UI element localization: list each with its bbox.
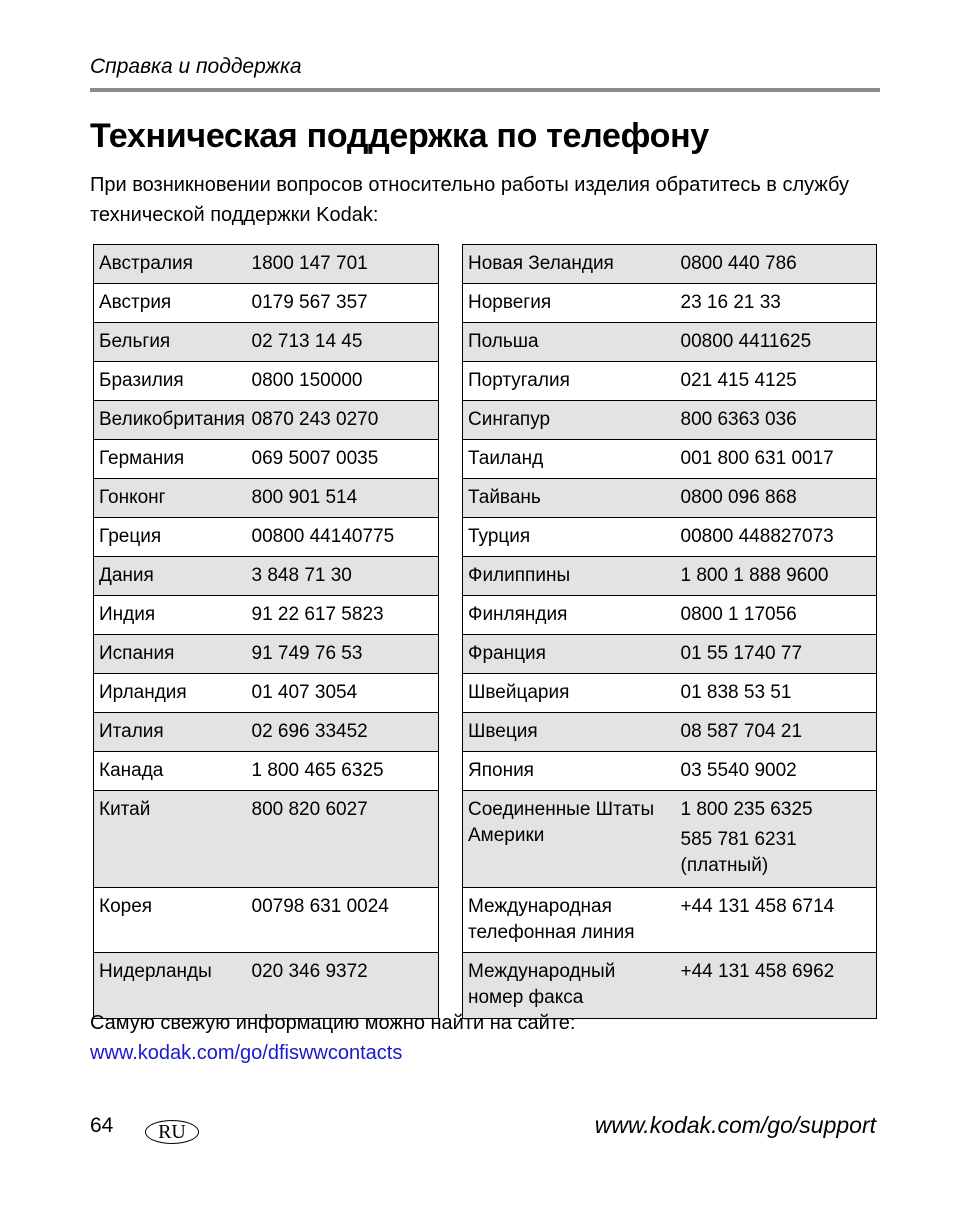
phone-number: 00798 631 0024: [247, 888, 439, 953]
table-row: [463, 596, 877, 635]
country-name: Филиппины: [463, 557, 676, 596]
intro-text: При возникновении вопросов относительно работы изделия обратитесь в службу технической поддержки Kodak:: [90, 174, 850, 226]
phone-number: 0870 243 0270: [247, 401, 439, 440]
table-row: [463, 284, 877, 323]
table-row: [94, 518, 439, 557]
country-name-line: Международная: [468, 896, 612, 917]
phone-number: 02 696 33452: [247, 713, 439, 752]
table-row: [94, 752, 439, 791]
table-row: [463, 557, 877, 596]
phone-number: 0800 096 868: [676, 479, 877, 518]
table-row: [94, 791, 439, 888]
table-row: [94, 479, 439, 518]
contacts-note-text: Самую свежую информацию можно найти на сайте:: [90, 1012, 576, 1034]
support-phone-table-left: [93, 244, 439, 1019]
table-row: [463, 440, 877, 479]
country-name: Австрия: [94, 284, 247, 323]
country-name: Германия: [94, 440, 247, 479]
country-name: Норвегия: [463, 284, 676, 323]
country-name: Португалия: [463, 362, 676, 401]
country-name: Тайвань: [463, 479, 676, 518]
phone-number: 00800 44140775: [247, 518, 439, 557]
phone-number: 3 848 71 30: [247, 557, 439, 596]
country-name: Нидерланды: [94, 953, 247, 1019]
table-row: [463, 362, 877, 401]
phone-number: 01 838 53 51: [676, 674, 877, 713]
country-name: Сингапур: [463, 401, 676, 440]
country-name: [463, 791, 676, 888]
phone-number: 0800 440 786: [676, 245, 877, 284]
table-row: [463, 752, 877, 791]
phone-number: 00800 4411625: [676, 323, 877, 362]
language-badge: RU: [145, 1120, 199, 1144]
table-row: [463, 323, 877, 362]
country-name: Франция: [463, 635, 676, 674]
country-name: Индия: [94, 596, 247, 635]
country-name: Бразилия: [94, 362, 247, 401]
country-name: Швеция: [463, 713, 676, 752]
phone-fee-note: (платный): [680, 855, 769, 876]
phone-number: 23 16 21 33: [676, 284, 877, 323]
country-name: Финляндия: [463, 596, 676, 635]
footer-support-url: www.kodak.com/go/support: [594, 1112, 876, 1138]
phone-number: [676, 791, 877, 888]
table-row: [94, 557, 439, 596]
support-phone-table-right: [462, 244, 877, 1019]
table-row: [94, 674, 439, 713]
header-divider: [90, 88, 880, 92]
table-row: [463, 713, 877, 752]
table-row: [463, 518, 877, 557]
table-row: [463, 401, 877, 440]
country-name-line: телефонная линия: [468, 922, 635, 943]
country-name: Новая Зеландия: [463, 245, 676, 284]
phone-number: 0800 150000: [247, 362, 439, 401]
country-name: Таиланд: [463, 440, 676, 479]
table-row: [463, 479, 877, 518]
phone-number: 1800 147 701: [247, 245, 439, 284]
table-row: [94, 635, 439, 674]
table-row: [463, 635, 877, 674]
phone-number: 1 800 1 888 9600: [676, 557, 877, 596]
table-row: [94, 713, 439, 752]
country-name: Польша: [463, 323, 676, 362]
fax-number: +44 131 458 6962: [676, 953, 877, 1019]
country-name: Корея: [94, 888, 247, 953]
country-name: Швейцария: [463, 674, 676, 713]
table-row: [94, 888, 439, 953]
country-name: Греция: [94, 518, 247, 557]
phone-number: 00800 448827073: [676, 518, 877, 557]
phone-number: 08 587 704 21: [676, 713, 877, 752]
country-name-line: Соединенные Штаты: [468, 799, 655, 820]
phone-number: 069 5007 0035: [247, 440, 439, 479]
country-name: Ирландия: [94, 674, 247, 713]
header-section-title: Справка и поддержка: [90, 55, 302, 78]
country-name: Испания: [94, 635, 247, 674]
phone-number: 01 407 3054: [247, 674, 439, 713]
country-name: Китай: [94, 791, 247, 888]
table-row: [94, 401, 439, 440]
table-row: [94, 440, 439, 479]
country-name: Бельгия: [94, 323, 247, 362]
contacts-link[interactable]: www.kodak.com/go/dfiswwcontacts: [90, 1042, 403, 1064]
phone-number: 020 346 9372: [247, 953, 439, 1019]
table-row: [94, 284, 439, 323]
phone-number: 01 55 1740 77: [676, 635, 877, 674]
country-name: Гонконг: [94, 479, 247, 518]
phone-number: 02 713 14 45: [247, 323, 439, 362]
page-number: 64: [90, 1114, 114, 1137]
table-row: [94, 362, 439, 401]
phone-number: 0179 567 357: [247, 284, 439, 323]
country-name: Канада: [94, 752, 247, 791]
country-name-line: Америки: [468, 825, 545, 846]
country-name: Италия: [94, 713, 247, 752]
table-row: [94, 596, 439, 635]
country-name: Дания: [94, 557, 247, 596]
table-row: [94, 245, 439, 284]
page-title: Техническая поддержка по телефону: [90, 117, 709, 155]
country-name: Япония: [463, 752, 676, 791]
country-name: Турция: [463, 518, 676, 557]
phone-number: 800 901 514: [247, 479, 439, 518]
phone-number: 91 22 617 5823: [247, 596, 439, 635]
phone-number: +44 131 458 6714: [676, 888, 877, 953]
country-name: [463, 888, 676, 953]
contacts-note: [90, 1008, 575, 1068]
phone-number: 03 5540 9002: [676, 752, 877, 791]
phone-number: 001 800 631 0017: [676, 440, 877, 479]
country-name: Австралия: [94, 245, 247, 284]
table-row: [94, 323, 439, 362]
country-name-line: номер факса: [468, 987, 584, 1008]
phone-number-line: 585 781 6231: [680, 829, 797, 850]
phone-number: 021 415 4125: [676, 362, 877, 401]
phone-number: 1 800 465 6325: [247, 752, 439, 791]
table-row: [463, 674, 877, 713]
table-row: [463, 245, 877, 284]
country-name-line: Международный: [468, 961, 616, 982]
phone-number-line: 1 800 235 6325: [680, 799, 813, 820]
phone-number: 0800 1 17056: [676, 596, 877, 635]
table-row: [463, 791, 877, 888]
country-name: Великобритания: [94, 401, 247, 440]
phone-number: 800 6363 036: [676, 401, 877, 440]
phone-number: 91 749 76 53: [247, 635, 439, 674]
phone-number: 800 820 6027: [247, 791, 439, 888]
table-row: [463, 888, 877, 953]
